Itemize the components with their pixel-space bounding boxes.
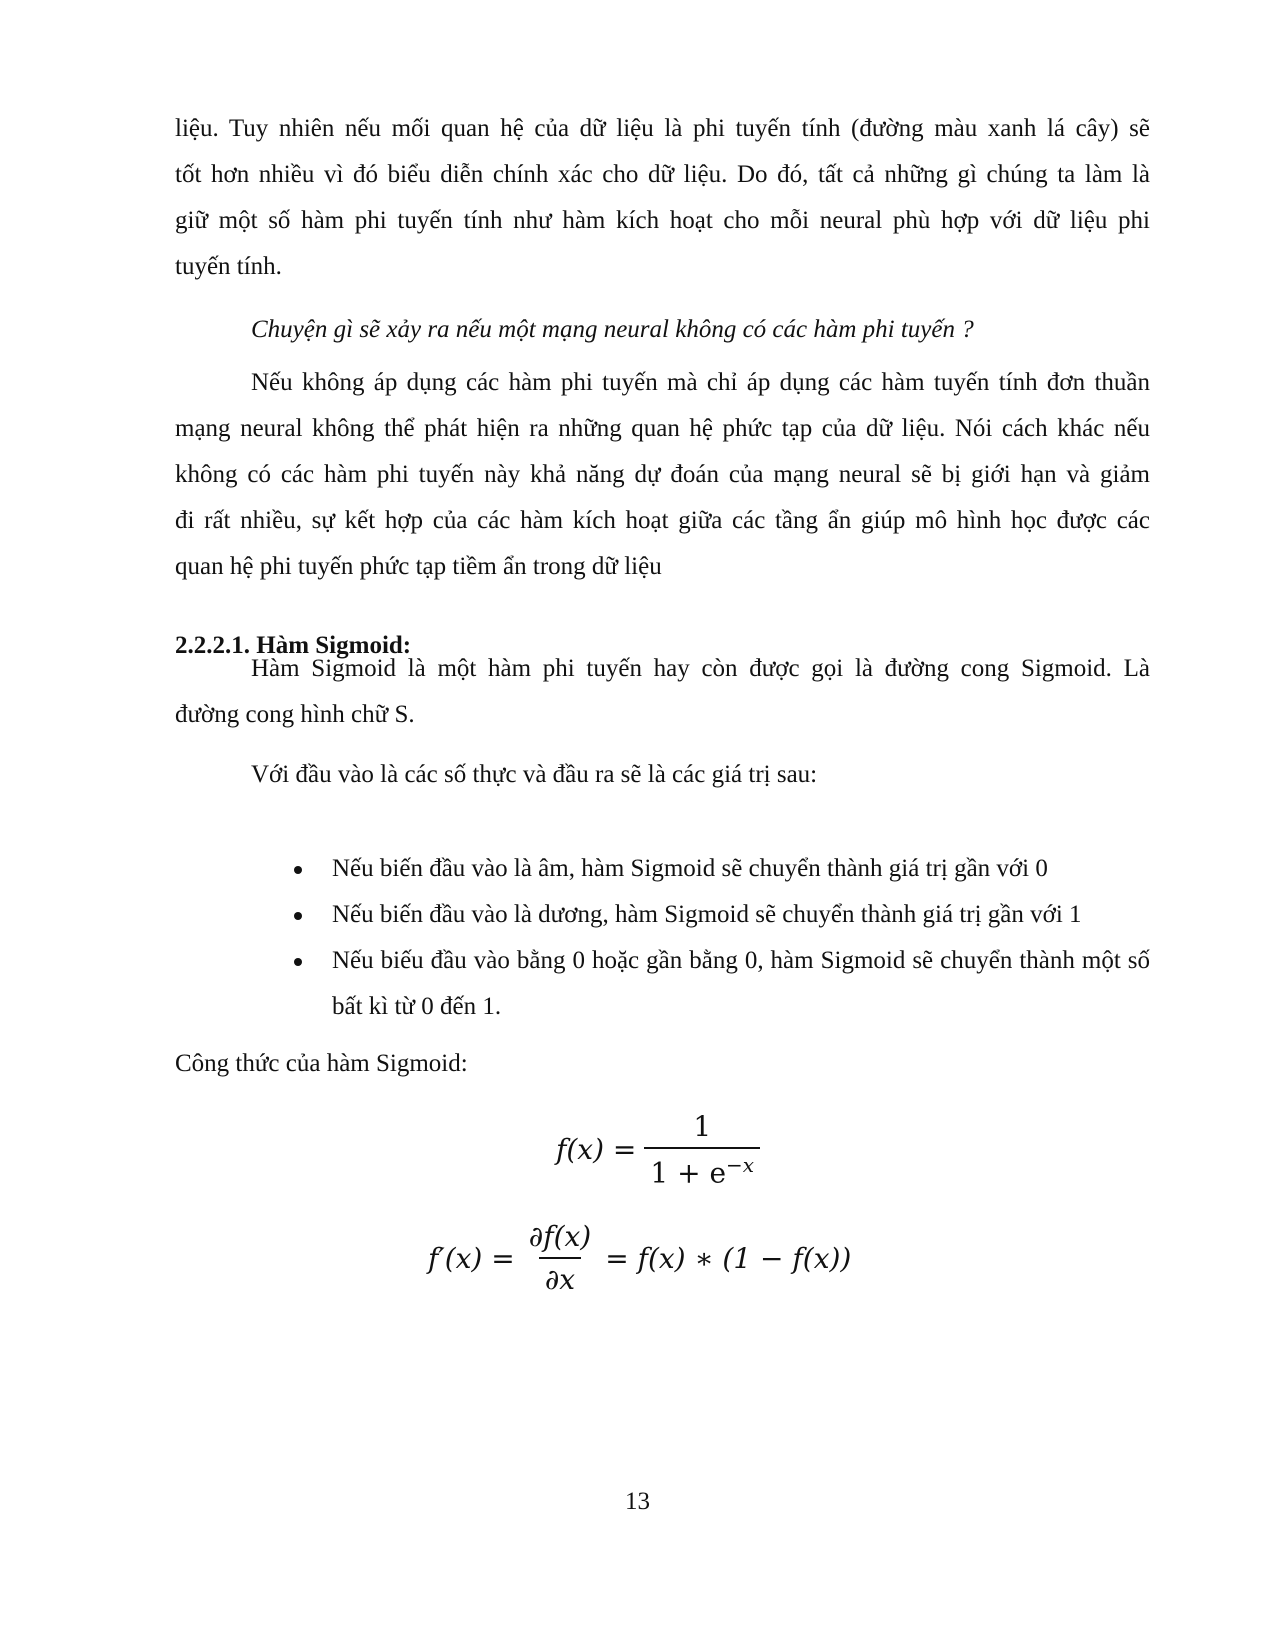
formula-1-exponent: −x (726, 1153, 755, 1177)
paragraph-3-line: Hàm Sigmoid là một hàm phi tuyến hay còn được gọi là đường cong Sigmoid. Là (251, 655, 1150, 682)
paragraph-1-line: liệu. Tuy nhiên nếu mối quan hệ của dữ liệu là phi tuyến tính (đường màu xanh lá cây) sẽ (175, 115, 1150, 142)
paragraph-2-line: mạng neural không thể phát hiện ra những quan hệ phức tạp của dữ liệu. Nói cách khác nếu (175, 415, 1150, 442)
list-item-text: Nếu biếu đầu vào bằng 0 hoặc gần bằng 0, hàm Sigmoid sẽ chuyển thành một số bất kì từ 0 đến 1. (332, 947, 1150, 1020)
sigmoid-formula (556, 1110, 768, 1189)
formula-1-fraction (644, 1110, 760, 1189)
section-heading: 2.2.2.1. Hàm Sigmoid: (175, 632, 412, 659)
list-item-text: Nếu biến đầu vào là dương, hàm Sigmoid sẽ chuyển thành giá trị gần với 1 (332, 901, 1082, 928)
bullet-icon (294, 958, 302, 966)
formula-1-lhs: f(x) = (556, 1133, 637, 1167)
question-text: Chuyện gì sẽ xảy ra nếu một mạng neural không có các hàm phi tuyến ? (251, 316, 974, 343)
paragraph-4-line: Với đầu vào là các số thực và đầu ra sẽ là các giá trị sau: (251, 761, 818, 788)
sigmoid-derivative-formula (428, 1220, 851, 1296)
formula-2-numerator: ∂f(x) (528, 1220, 592, 1253)
paragraph-2-line: quan hệ phi tuyến phức tạp tiềm ẩn trong dữ liệu (175, 553, 662, 580)
paragraph-2 (175, 360, 1150, 590)
formula-2-denominator: ∂x (539, 1257, 581, 1296)
formula-1-numerator: 1 (693, 1110, 712, 1143)
paragraph-2-line: đi rất nhiều, sự kết hợp của các hàm kích hoạt giữa các tầng ẩn giúp mô hình học được các (175, 507, 1150, 534)
bullet-list (290, 846, 1150, 1030)
paragraph-3-line: đường cong hình chữ S. (175, 701, 415, 728)
formula-1-denominator-base: 1 + e (650, 1156, 727, 1190)
page-number: 13 (625, 1488, 650, 1515)
formula-1-denominator (644, 1147, 760, 1189)
paragraph-2-line: Nếu không áp dụng các hàm phi tuyến mà chỉ áp dụng các hàm tuyến tính đơn thuần (251, 369, 1150, 396)
paragraph-4 (251, 752, 1150, 798)
bullet-icon (294, 866, 302, 874)
paragraph-1-line: tuyến tính. (175, 253, 282, 280)
paragraph-1 (175, 106, 1150, 290)
paragraph-3 (175, 646, 1150, 738)
list-item-text: Nếu biến đầu vào là âm, hàm Sigmoid sẽ chuyển thành giá trị gần với 0 (332, 855, 1048, 882)
paragraph-2-line: không có các hàm phi tuyến này khả năng dự đoán của mạng neural sẽ bị giới hạn và giảm (175, 461, 1150, 488)
paragraph-1-line: giữ một số hàm phi tuyến tính như hàm kích hoạt cho mỗi neural phù hợp với dữ liệu phi (175, 207, 1150, 234)
paragraph-1-line: tốt hơn nhiều vì đó biểu diễn chính xác cho dữ liệu. Do đó, tất cả những gì chúng ta làm là (175, 161, 1150, 188)
list-item (290, 892, 1150, 938)
list-item (290, 938, 1150, 1030)
formula-2-lhs: f′(x) = (428, 1241, 515, 1275)
formula-label: Công thức của hàm Sigmoid: (175, 1050, 468, 1077)
list-item (290, 846, 1150, 892)
bullet-icon (294, 912, 302, 920)
formula-2-fraction (523, 1220, 597, 1296)
formula-2-rhs: = f(x) ∗ (1 − f(x)) (605, 1241, 852, 1275)
